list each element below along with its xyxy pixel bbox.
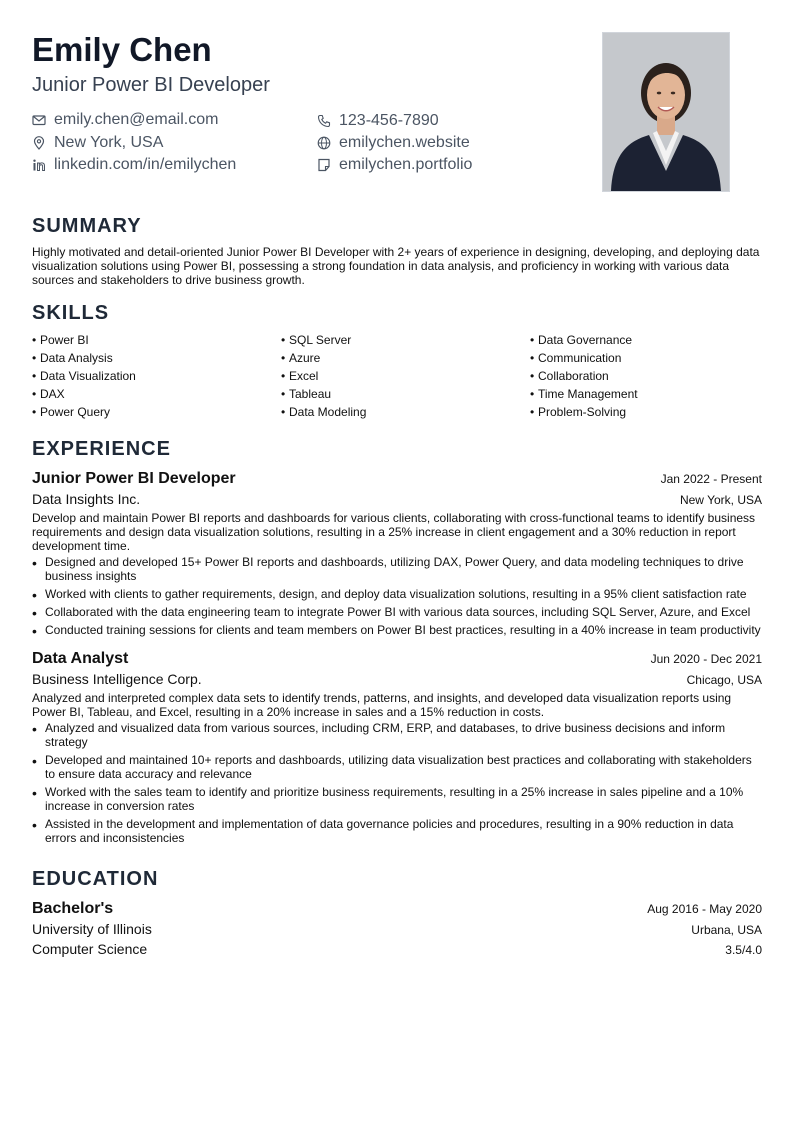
skill-item: • DAX (32, 387, 65, 401)
skills-heading: SKILLS (32, 302, 110, 324)
profile-photo (602, 32, 730, 192)
linkedin-icon (32, 158, 46, 172)
contact-website[interactable] (317, 133, 470, 153)
skill-item: • Excel (281, 369, 319, 383)
skill-item: • Problem-Solving (530, 405, 627, 419)
job-company: Business Intelligence Corp. (32, 671, 202, 687)
achievement-item: • Worked with the sales team to identify and prioritize business requirements, resulting in a 25% increase in sales pipeline and a 10% increase in conversion rates (32, 785, 744, 813)
skill-item: • Communication (530, 351, 622, 365)
phone-icon (317, 114, 331, 128)
university: University of Illinois (32, 921, 152, 937)
experience-heading: EXPERIENCE (32, 438, 171, 460)
achievement-item: • Developed and maintained 10+ reports and dashboards, utilizing data visualization best practices and collaborating with stakeholders to ensure data accuracy and relevance (32, 753, 752, 781)
job-location: New York, USA (679, 493, 762, 507)
website-text: emilychen.website (339, 134, 470, 151)
skill-item: • Data Governance (530, 333, 633, 347)
summary-text: Highly motivated and detail-oriented Junior Power BI Developer with 2+ years of experience in designing, developing, and deploying data visualization solutions using Power BI, possessing a strong foundation in data analysis, and proficiency in working with various data sources and stakeholders to drive business growth. (32, 245, 760, 287)
skills-list (32, 331, 762, 421)
education-heading: EDUCATION (32, 868, 159, 890)
achievement-item: • Analyzed and visualized data from various sources, including CRM, ERP, and databases, to drive business decisions and inform strategy (32, 721, 726, 749)
skill-item: • Data Modeling (281, 405, 367, 419)
gpa: 3.5/4.0 (725, 943, 762, 957)
summary-heading: SUMMARY (32, 215, 142, 237)
job-role: Junior Power BI Developer (32, 470, 236, 487)
achievement-item: • Assisted in the development and implementation of data governance policies and procedures, resulting in a 90% reduction in data errors and inconsistencies (32, 817, 734, 845)
summary-section (32, 214, 762, 287)
job-achievements (32, 555, 762, 637)
location-pin-icon (32, 136, 46, 150)
experience-section (32, 437, 762, 845)
linkedin-text: linkedin.com/in/emilychen (54, 156, 237, 173)
skill-item: • Time Management (530, 387, 638, 401)
achievement-item: • Conducted training sessions for clients and team members on Power BI best practices, resulting in a 40% increase in team productivity (32, 623, 761, 639)
skill-item: • Data Analysis (32, 351, 113, 365)
skill-item: • Power Query (32, 405, 111, 419)
experience-entry (32, 469, 762, 637)
candidate-title: Junior Power BI Developer (32, 74, 270, 96)
contact-portfolio[interactable] (317, 155, 472, 175)
education-section (32, 867, 762, 959)
job-description: Develop and maintain Power BI reports and dashboards for various clients, collaborating with cross-functional teams to identify business requirements and design data visualization solutions, resulting in a 25% increase in client engagement and a 30% reduction in report development time. (32, 511, 756, 553)
skills-section (32, 301, 762, 421)
education-dates: Aug 2016 - May 2020 (647, 902, 762, 916)
job-company: Data Insights Inc. (32, 491, 141, 507)
portfolio-icon (317, 158, 331, 172)
job-dates: Jan 2022 - Present (660, 472, 762, 486)
achievement-item: • Worked with clients to gather requirements, design, and deploy data visualization solutions, resulting in a 95% client satisfaction rate (32, 587, 747, 603)
education-entry (32, 899, 762, 959)
job-achievements (32, 721, 762, 845)
resume-page (32, 30, 762, 959)
candidate-name: Emily Chen (32, 31, 212, 68)
degree: Bachelor's (32, 900, 114, 917)
field-of-study: Computer Science (32, 941, 148, 957)
contact-phone[interactable] (317, 111, 439, 131)
achievement-item: • Designed and developed 15+ Power BI reports and dashboards, utilizing DAX, Power Query, and data modeling techniques to drive business insights (32, 555, 744, 583)
skill-item: • Data Visualization (32, 369, 136, 383)
contact-location (32, 133, 163, 153)
contact-linkedin[interactable] (32, 155, 236, 175)
skill-item: • SQL Server (281, 333, 352, 347)
resume-header (32, 30, 762, 198)
email-text: emily.chen@email.com (54, 111, 219, 128)
skill-item: • Collaboration (530, 369, 609, 383)
job-location: Chicago, USA (686, 673, 762, 687)
job-description: Analyzed and interpreted complex data sets to identify trends, patterns, and insights, and developed data visualization reports using Power BI, Tableau, and Excel, resulting in a 20% increase in sales and a 15% reduction in costs. (32, 691, 732, 719)
phone-text: 123-456-7890 (339, 112, 439, 129)
portfolio-text: emilychen.portfolio (339, 156, 473, 173)
skill-item: • Azure (281, 351, 321, 365)
mail-icon (32, 113, 46, 127)
location-text: New York, USA (54, 134, 164, 151)
experience-entry (32, 649, 762, 845)
skill-item: • Tableau (281, 387, 332, 401)
job-dates: Jun 2020 - Dec 2021 (650, 652, 762, 666)
skill-item: • Power BI (32, 333, 89, 347)
contact-email[interactable] (32, 110, 218, 130)
job-role: Data Analyst (32, 650, 129, 667)
globe-icon (317, 136, 331, 150)
education-location: Urbana, USA (691, 923, 762, 937)
achievement-item: • Collaborated with the data engineering team to integrate Power BI with various data sources, including SQL Server, Azure, and Excel (32, 605, 751, 621)
